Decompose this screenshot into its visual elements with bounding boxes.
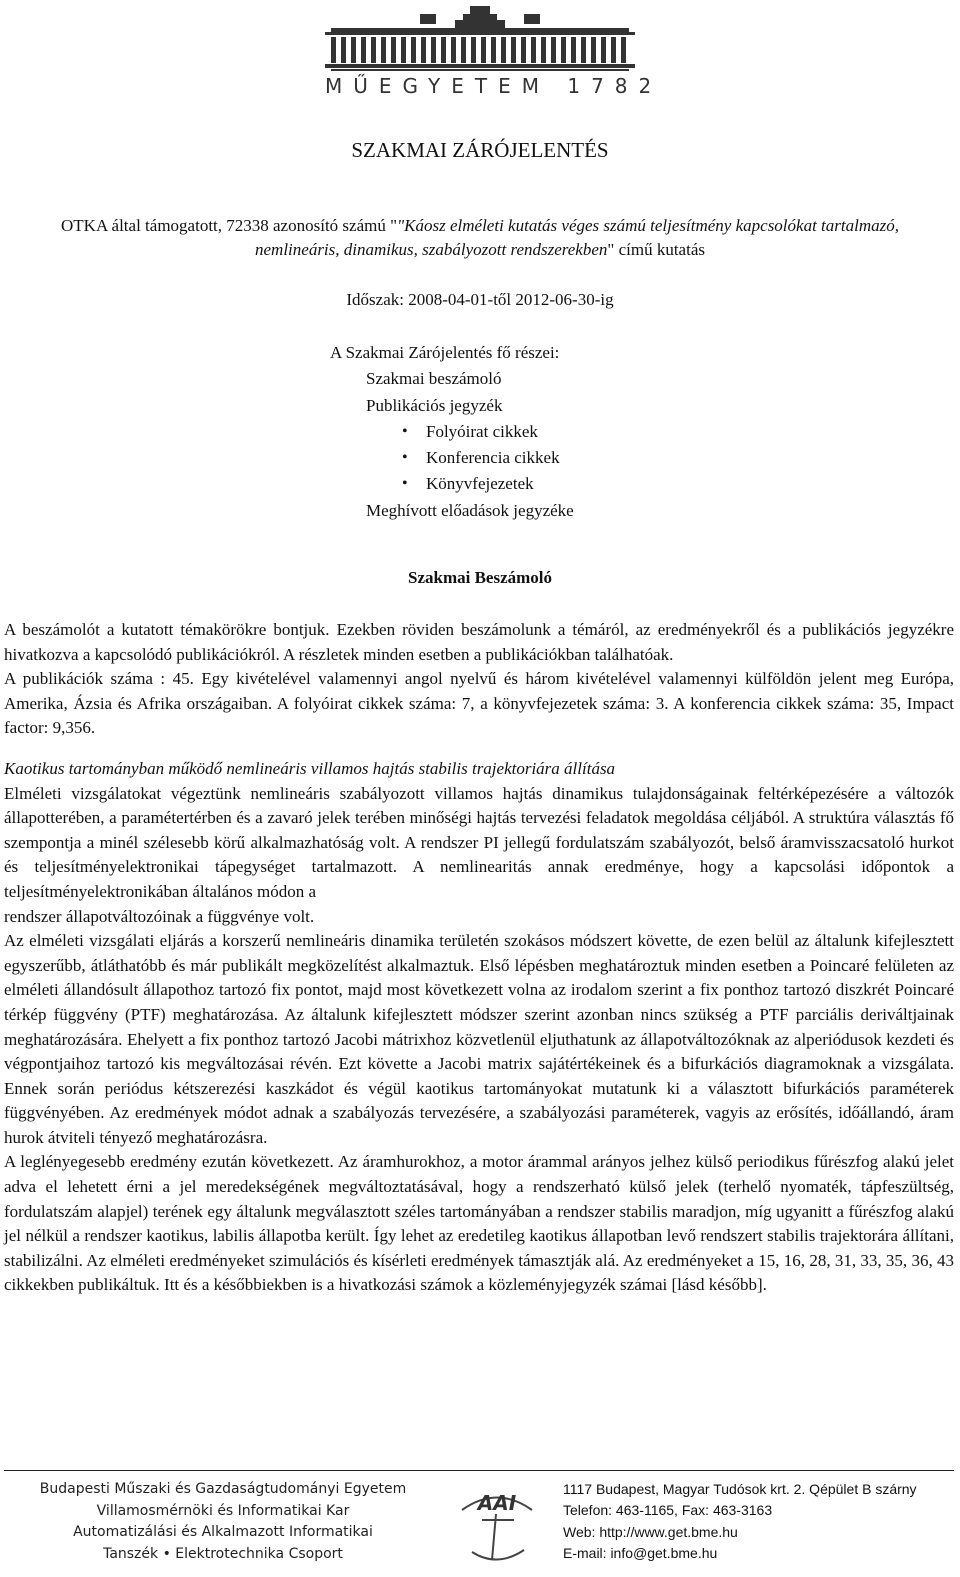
logo-column <box>561 37 566 63</box>
logo-column <box>351 37 356 63</box>
footer-line: Budapesti Műszaki és Gazdaságtudományi Egyetem <box>39 1481 407 1497</box>
logo-column <box>401 37 406 63</box>
logo-column <box>441 37 446 63</box>
paragraph: A leglényegesebb eredmény ezután következett. Az áramhurokhoz, a motor árammal arányos jelhez külső periodikus fűrészfog alakú jelet adva el lehetett érni a jel meredekségének megváltoztatásával, hogy a rendszerható külső jelek (terhelő nyomaték, tápfeszültség, fordulatszám alapjel) terének egy általunk megválasztott széles tartományában a rendszer stabilis maradjon, míg ugyanitt a fűrészfog alakú jel nélkül a rendszer kaotikus, labilis állapotba került. Így lehet az eredetileg kaotikus állapotban levő rendszert stabilis trajektorára állítani, stabilizálni. Az elméleti eredményeket szimulációs és kísérleti eredmények támasztják alá. Az eredményeket a 15, 16, 28, 31, 33, 35, 36, 43 cikkekben publikáltuk. Itt és a későbbiekben is a hivatkozási számok a közleményjegyzék számai [lásd később]. <box>4 1152 954 1295</box>
building-icon <box>325 6 635 72</box>
logo-column <box>391 37 396 63</box>
logo-column <box>591 37 596 63</box>
intro-prefix: OTKA által támogatott, 72338 azonosító számú " <box>61 216 398 235</box>
section-title: Kaotikus tartományban működő nemlineáris villamos hajtás stabilis trajektoriára állítása <box>4 758 616 778</box>
university-logo <box>325 6 663 98</box>
intro-suffix: " című kutatás <box>607 240 705 259</box>
logo-column <box>341 37 346 63</box>
logo-column <box>571 37 576 63</box>
logo-column <box>601 37 606 63</box>
logo-column <box>521 37 526 63</box>
logo-column <box>381 37 386 63</box>
toc-bullet-item: • Könyvfejezetek <box>330 471 574 497</box>
logo-column <box>511 37 516 63</box>
toc-bullet-item: • Folyóirat cikkek <box>330 419 574 445</box>
logo-column <box>461 37 466 63</box>
footer-contact <box>563 1479 917 1564</box>
logo-column <box>471 37 476 63</box>
logo-column <box>431 37 436 63</box>
paragraph: Elméleti vizsgálatokat végeztünk nemlineáris szabályozott villamos hajtás dinamikus tulajdonságainak feltérképezésére a változók állapotterében, a paramétertérben és a zavaró jelek terében minőségi hajtás tervezési feladatok megoldása céljából. A struktúra választás fő szempontja a minél szélesebb körű alkalmazhatóság volt. A rendszer PI jellegű fordulatszám szabályozót, belső áramvisszacsatoló hurkot és teljesítményelektronikai tápegységet tartalmazott. A nemlinearitás annak eredménye, hogy a kapcsolási időpontok a teljesítményelektronikában általános módon a <box>4 783 954 901</box>
intro-italic: "Káosz elméleti kutatás véges számú teljesítmény kapcsolókat tartalmazó, nemlineáris, dinamikus, szabályozott rendszerekben <box>255 216 899 259</box>
logo-column <box>581 37 586 63</box>
logo-column <box>551 37 556 63</box>
toc-item: Meghívott előadások jegyzéke <box>366 500 574 520</box>
period: Időszak: 2008-04-01-től 2012-06-30-ig <box>346 290 614 309</box>
logo-column <box>371 37 376 63</box>
logo-text: MŰEGYETEM 1782 <box>325 74 663 98</box>
footer-line: Automatizálási és Alkalmazott Informatikai <box>73 1524 373 1540</box>
logo-column <box>481 37 486 63</box>
footer-institution <box>18 1479 428 1565</box>
intro-text <box>50 214 910 262</box>
paragraph: Az elméleti vizsgálati eljárás a korszerű nemlineáris dinamika területén szokásos módszert követte, de ezen belül az általunk kifejlesztett egyszerűbb, átláthatóbb és már publikált megközelítést alkalmaztuk. Első lépésben meghatároztuk minden esetben a Poincaré felületen az elméleti állandósult állapothoz tartozó fix pontot, majd most következett volna az irodalom szerint a fix ponthoz tartozó diszkrét Poincaré térkép függvény (PTF) meghatározása. Az általunk kifejlesztett módszer szerint azonban nincs szükség a PTF parciális deriváltjainak meghatározására. Ehelyett a fix ponthoz tartozó Jacobi mátrixhoz közvetlenül eljuthatunk az állapotváltozóknak az alperiódusok kezdeti és végpontjaihoz tartozó kis megváltozásai révén. Ezt követte a Jacobi matrix sajátértékeinek és a bifurkációs diagramoknak a vizsgálata. Ennek során periódus kétszerezési kaszkádot és végül kaotikus tartományokat mutatunk ki a választott bifurkációs paraméterek függvényében. Az eredmények módot adnak a szabályozás tervezésére, a szabályozási paraméterek, vagyis az erősítés, időállandó, áram hurok átviteli tényező meghatározásra. <box>4 931 954 1147</box>
footer-email-link[interactable]: E-mail: info@get.bme.hu <box>563 1544 718 1561</box>
footer-web-link[interactable]: Web: http://www.get.bme.hu <box>563 1523 738 1540</box>
logo-column <box>331 37 336 63</box>
paragraph: A publikációk száma : 45. Egy kivételével valamennyi angol nyelvű és három kivételével valamennyi külföldön jelent meg Európa, Amerika, Ázsia és Afrika országaiban. A folyóirat cikkek száma: 7, a könyvfejezetek száma: 3. A konferencia cikkek száma: 35, Impact factor: 9,356. <box>4 669 954 738</box>
logo-column <box>501 37 506 63</box>
logo-column <box>491 37 496 63</box>
toc-heading: A Szakmai Zárójelentés fő részei: <box>330 343 560 362</box>
department-logo <box>452 1480 542 1570</box>
section-heading: Szakmai Beszámoló <box>407 568 553 587</box>
logo-column <box>361 37 366 63</box>
footer-address: 1117 Budapest, Magyar Tudósok krt. 2. Qépület B szárny <box>563 1481 917 1497</box>
page-title: SZAKMAI ZÁRÓJELENTÉS <box>351 138 609 162</box>
logo-column <box>541 37 546 63</box>
logo-column <box>411 37 416 63</box>
toc-bullet-item: • Konferencia cikkek <box>330 445 574 471</box>
logo-column <box>451 37 456 63</box>
logo-column <box>611 37 616 63</box>
report-body <box>4 618 954 1298</box>
aai-logo-icon <box>452 1480 542 1570</box>
toc <box>330 340 574 524</box>
logo-letters: AAI <box>477 1491 517 1515</box>
toc-item: Publikációs jegyzék <box>366 395 503 415</box>
footer-phone: Telefon: 463-1165, Fax: 463-3163 <box>563 1502 773 1519</box>
footer-line: Tanszék • Elektrotechnika Csoport <box>103 1545 343 1562</box>
paragraph-end: rendszer állapotváltozóinak a függvénye volt. <box>4 906 315 926</box>
toc-item: Szakmai beszámoló <box>366 369 502 389</box>
logo-column <box>531 37 536 63</box>
logo-column <box>621 37 626 63</box>
footer-line: Villamosmérnöki és Informatikai Kar <box>96 1502 350 1519</box>
footer-divider <box>4 1470 954 1471</box>
logo-column <box>421 37 426 63</box>
paragraph: A beszámolót a kutatott témakörökre bontjuk. Ezekben röviden beszámolunk a témáról, az eredményekről és a publikációs jegyzékre hivatkozva a kapcsolódó publikációkról. A részletek minden esetben a publikációkban találhatóak. <box>4 620 954 664</box>
